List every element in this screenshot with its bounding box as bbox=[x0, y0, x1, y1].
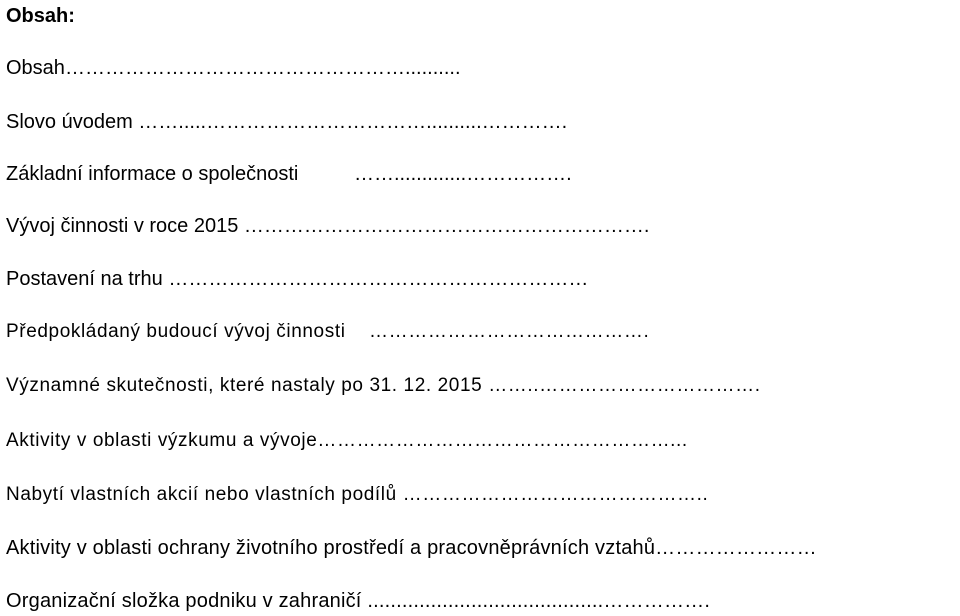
toc-entry-leader: …….............……………. bbox=[298, 163, 572, 185]
toc-entry-zivotni-prostredi bbox=[6, 535, 956, 561]
page-title: Obsah: bbox=[6, 5, 75, 27]
toc-entry-postaveni-na-trhu bbox=[6, 266, 956, 292]
toc-entry-title: Organizační složka podniku v zahraničí bbox=[6, 590, 362, 612]
toc-entry-obsah bbox=[6, 55, 956, 81]
toc-entry-leader: …………………… bbox=[655, 537, 817, 559]
toc-entry-leader: …….....……………………………..........…………. bbox=[132, 111, 568, 133]
toc-entry-vyvoj-cinnosti bbox=[6, 213, 956, 239]
toc-entry-leader: ……………………………………. bbox=[345, 321, 650, 342]
toc-entry-organizacni-slozka bbox=[6, 588, 956, 614]
toc-entry-title: Základní informace o společnosti bbox=[6, 163, 299, 185]
toc-entry-title: Obsah bbox=[6, 57, 65, 79]
toc-entry-leader: ……..……………………………. bbox=[482, 375, 761, 396]
toc-entry-leader: ………………………………………………... bbox=[317, 430, 688, 451]
toc-entry-title: Významné skutečnosti, které nastaly po 31. 12. 2015 bbox=[6, 375, 483, 396]
toc-entry-title: Slovo úvodem bbox=[6, 111, 133, 133]
toc-entry-slovo-uvodem bbox=[6, 109, 956, 135]
toc-entry-title: Postavení na trhu bbox=[6, 268, 163, 290]
toc-entry-title: Aktivity v oblasti výzkumu a vývoje bbox=[6, 430, 318, 451]
toc-entry-title: Předpokládaný budoucí vývoj činnosti bbox=[6, 321, 346, 342]
toc-entry-title: Vývoj činnosti v roce 2015 bbox=[6, 215, 239, 237]
toc-entry-leader: ……………………………………….. bbox=[396, 484, 709, 505]
toc-entry-vyznamne-skutecnosti bbox=[6, 373, 956, 399]
toc-entry-zakladni-informace bbox=[6, 161, 956, 187]
toc-entry-title: Aktivity v oblasti ochrany životního prostředí a pracovněprávních vztahů bbox=[6, 537, 656, 559]
toc-entry-leader: …………………………………………….......... bbox=[64, 57, 461, 79]
toc-entry-leader: ……………………………………………………… bbox=[162, 268, 589, 290]
toc-entry-vlastni-akcie bbox=[6, 482, 956, 508]
toc-entry-vyzkum-a-vyvoj bbox=[6, 428, 956, 454]
toc-entry-predpokladany-vyvoj bbox=[6, 319, 956, 345]
toc-entry-leader: .........................................……………. bbox=[361, 590, 711, 612]
toc-entry-leader: ……………………………………………………. bbox=[238, 215, 650, 237]
toc-entry-title: Nabytí vlastních akcií nebo vlastních podílů bbox=[6, 484, 397, 505]
